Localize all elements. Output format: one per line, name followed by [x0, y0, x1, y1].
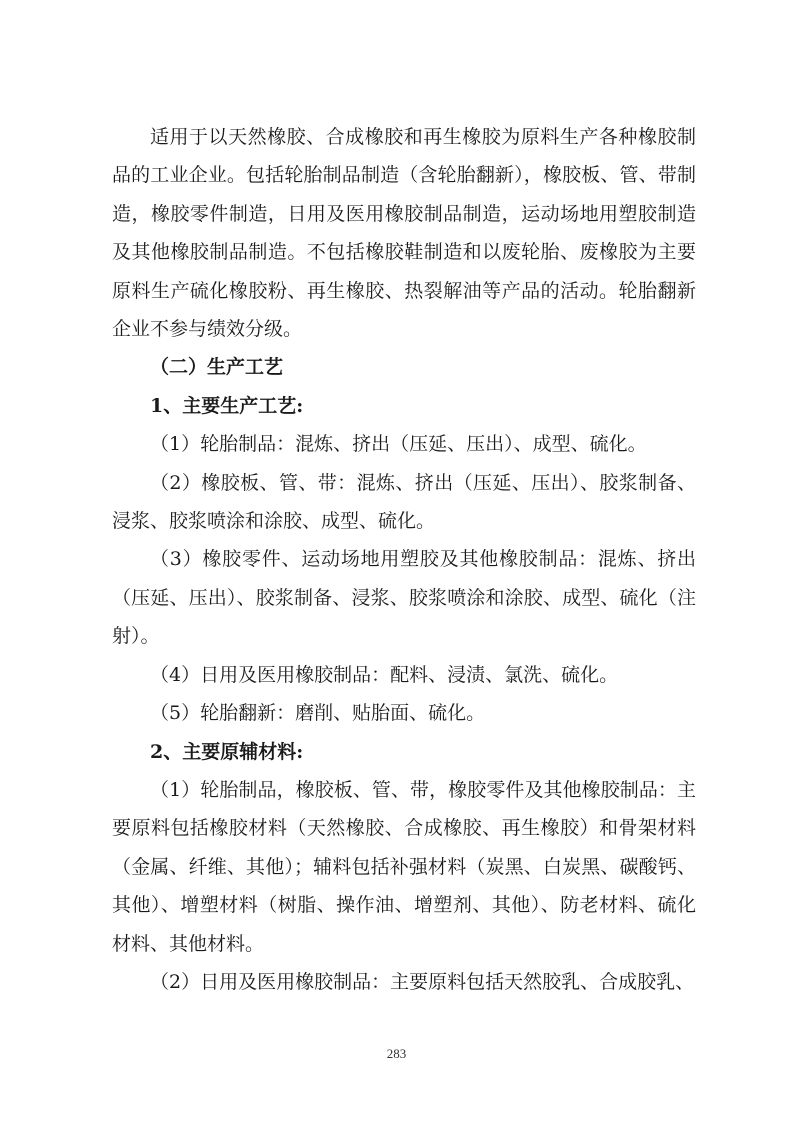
subheading-main-process: 1、主要生产工艺:: [150, 394, 304, 417]
process-item-retreading: （5）轮胎翻新：磨削、贴胎面、硫化。: [150, 702, 486, 725]
scope-paragraph: 适用于以天然橡胶、合成橡胶和再生橡胶为原料生产各种橡胶制品的工业企业。包括轮胎制品制造（含轮胎翻新），橡胶板、管、带制造，橡胶零件制造，日用及医用橡胶制品制造，运动场地用塑胶制造及其他橡胶制品制造。不包括橡胶鞋制造和以废轮胎、废橡胶为主要原料生产硫化橡胶粉、再生橡胶、热裂解油等产品的活动。轮胎翻新企业不参与绩效分级。: [112, 126, 696, 341]
process-item-tire: （1）轮胎制品：混炼、挤出（压延、压出）、成型、硫化。: [150, 433, 647, 456]
body-text: [112, 118, 696, 1001]
subheading-main-materials: 2、主要原辅材料:: [150, 740, 304, 763]
process-item-daily-medical: （4）日用及医用橡胶制品：配料、浸渍、氯洗、硫化。: [150, 663, 619, 686]
process-item-parts-other: （3）橡胶零件、运动场地用塑胶及其他橡胶制品：混炼、挤出（压延、压出）、胶浆制备、浸浆、胶浆喷涂和涂胶、成型、硫化（注射）。: [112, 548, 696, 648]
section-heading-production-process: （二）生产工艺: [150, 356, 284, 379]
materials-item-tire-etc: （1）轮胎制品，橡胶板、管、带，橡胶零件及其他橡胶制品：主要原料包括橡胶材料（天然橡胶、合成橡胶、再生橡胶）和骨架材料（金属、纤维、其他）；辅料包括补强材料（炭黑、白炭黑、碳酸钙、其他）、增塑材料（树脂、操作油、增塑剂、其他）、防老材料、硫化材料、其他材料。: [112, 778, 696, 955]
page-number: 283: [386, 1046, 407, 1061]
process-item-sheet-hose-belt: （2）橡胶板、管、带：混炼、挤出（压延、压出）、胶浆制备、浸浆、胶浆喷涂和涂胶、成型、硫化。: [112, 471, 696, 533]
materials-item-daily-medical: （2）日用及医用橡胶制品：主要原料包括天然胶乳、合成胶乳、: [150, 970, 695, 993]
